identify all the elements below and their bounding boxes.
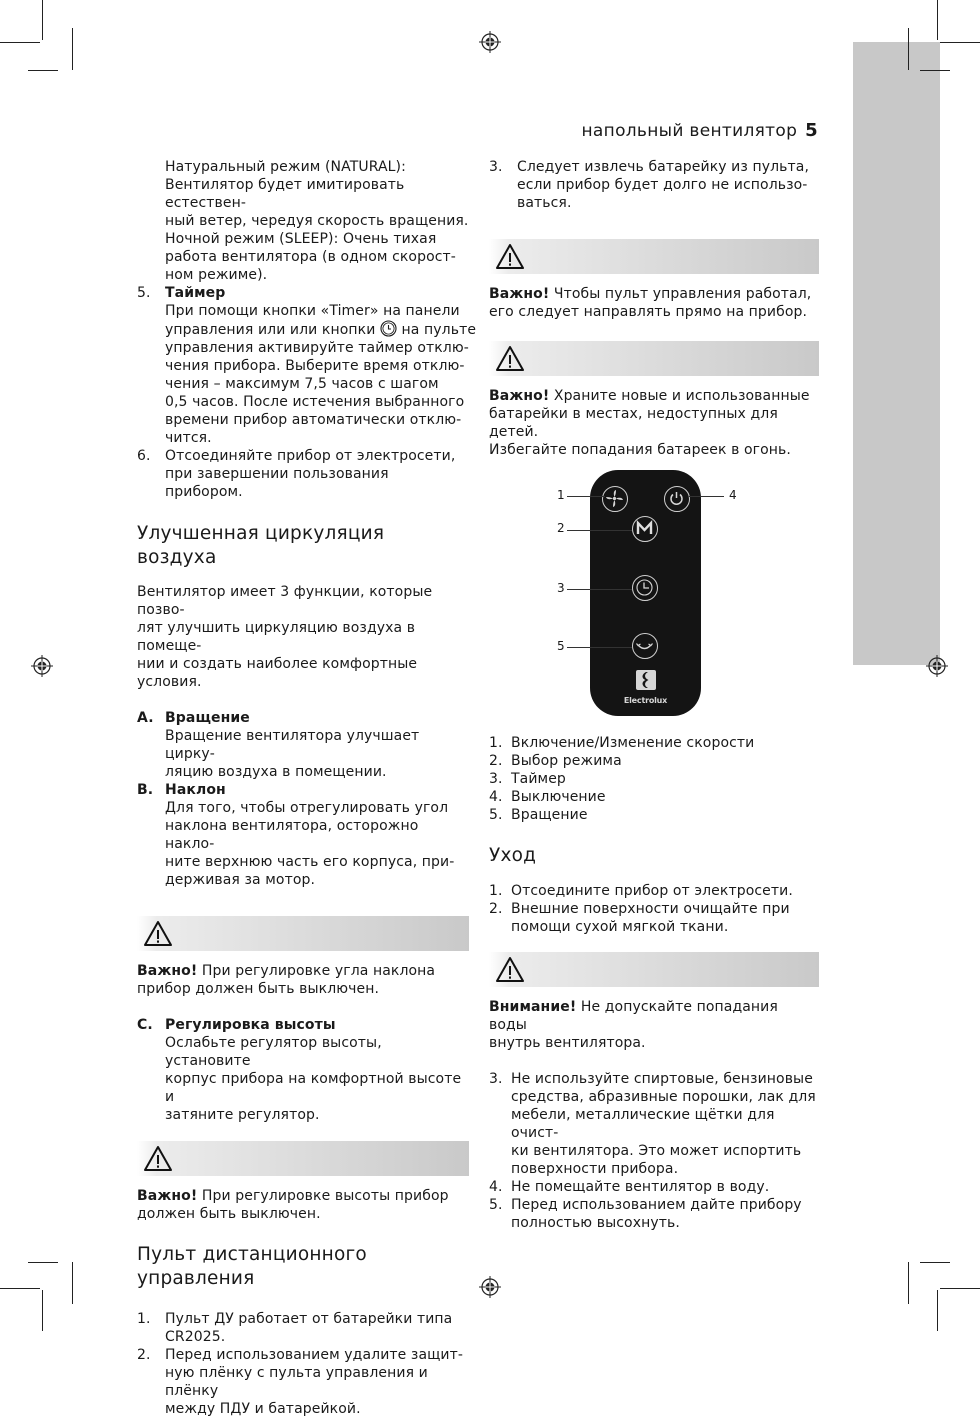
header-title: напольный вентилятор bbox=[581, 121, 798, 141]
section-heading bbox=[137, 1243, 469, 1291]
crop-mark bbox=[920, 1262, 950, 1263]
timer-item bbox=[137, 284, 477, 447]
care-list bbox=[489, 882, 819, 936]
text-line: мебели, металлические щётки для очист- bbox=[511, 1107, 775, 1141]
item-title: Наклон bbox=[165, 782, 226, 798]
text-line: Избегайте попадания батареек в огонь. bbox=[489, 442, 791, 458]
rotation-button-icon bbox=[632, 633, 658, 659]
warning-bar bbox=[489, 239, 819, 274]
page-edge-tab bbox=[853, 42, 940, 665]
height-item bbox=[137, 1016, 469, 1124]
text-line: затяните регулятор. bbox=[165, 1107, 320, 1123]
callout-number: 2 bbox=[557, 521, 565, 535]
registration-mark-icon bbox=[926, 655, 948, 677]
text-line: поверхности прибора. bbox=[511, 1161, 679, 1177]
item-number: 2. bbox=[137, 1347, 151, 1363]
crop-mark bbox=[28, 70, 58, 71]
item-title: Вращение bbox=[165, 710, 250, 726]
crop-mark bbox=[42, 0, 43, 40]
text-line: работа вентилятора (в одном скорост- bbox=[165, 249, 456, 265]
text-line: чения прибора. Выберите время отклю- bbox=[165, 358, 465, 374]
registration-mark-icon bbox=[31, 655, 53, 677]
text-line: Не используйте спиртовые, бензиновые bbox=[511, 1071, 813, 1087]
text-span: При регулировке угла наклона bbox=[197, 963, 436, 979]
text-line: ните верхнюю часть его корпуса, при- bbox=[165, 854, 455, 870]
left-column bbox=[137, 158, 477, 1418]
text-line: ном режиме). bbox=[165, 267, 268, 283]
legend-item bbox=[489, 806, 819, 824]
item-number: 3. bbox=[489, 771, 503, 787]
text-line: ваться. bbox=[517, 195, 572, 211]
text-span: Храните новые и использованные bbox=[549, 388, 810, 404]
warning-label: Важно! bbox=[137, 1188, 198, 1204]
text-line: чится. bbox=[165, 430, 212, 446]
list-item bbox=[137, 1310, 469, 1346]
heading-line: управления bbox=[137, 1268, 255, 1289]
list-item bbox=[489, 1070, 819, 1178]
fan-speed-button-icon bbox=[602, 486, 628, 512]
text-line: CR2025. bbox=[165, 1329, 226, 1345]
right-column-top bbox=[489, 158, 819, 459]
warning-triangle-icon bbox=[495, 243, 525, 270]
text-line: Выбор режима bbox=[511, 753, 622, 769]
text-line: средства, абразивные порошки, лак для bbox=[511, 1089, 816, 1105]
text-line: Для того, чтобы отрегулировать угол bbox=[165, 800, 449, 816]
item-number: 5. bbox=[489, 1197, 503, 1213]
brand-logo-text: Electrolux bbox=[623, 696, 668, 705]
warning-bar bbox=[137, 1141, 469, 1176]
warning-label: Внимание! bbox=[489, 999, 577, 1015]
text-line: Вращение bbox=[511, 807, 588, 823]
text-line: если прибор будет долго не использо- bbox=[517, 177, 808, 193]
section-heading: Улучшенная циркуляция воздуха bbox=[137, 523, 385, 568]
callout-number: 5 bbox=[557, 639, 565, 653]
crop-mark bbox=[920, 70, 950, 71]
legend-item bbox=[489, 752, 819, 770]
power-button-icon bbox=[664, 486, 690, 512]
warning-text bbox=[489, 998, 819, 1052]
text-line bbox=[489, 998, 819, 1034]
heading-line: Пульт дистанционного bbox=[137, 1244, 367, 1265]
text-line: нии и создать наиболее комфортные условия. bbox=[137, 656, 418, 690]
timer-button-icon bbox=[632, 575, 658, 601]
item-number: 1. bbox=[489, 735, 503, 751]
remote-control-illustration bbox=[590, 470, 701, 716]
crop-mark bbox=[937, 0, 938, 40]
text-line: Выключение bbox=[511, 789, 606, 805]
item-letter: B. bbox=[137, 782, 154, 798]
callout-line bbox=[567, 530, 632, 531]
text-line: ный ветер, чередуя скорость вращения. bbox=[165, 213, 469, 229]
registration-mark-icon bbox=[479, 31, 501, 53]
text-line: 0,5 часов. После истечения выбранного bbox=[165, 394, 465, 410]
warning-triangle-icon bbox=[495, 345, 525, 372]
callout-line bbox=[567, 496, 605, 497]
text-line: Внешние поверхности очищайте при bbox=[511, 901, 790, 917]
callout-number: 3 bbox=[557, 581, 565, 595]
text-line: Ночной режим (SLEEP): Очень тихая bbox=[165, 231, 437, 247]
text-line: прибор должен быть выключен. bbox=[137, 981, 380, 997]
item-number: 3. bbox=[489, 159, 503, 175]
crop-mark bbox=[72, 28, 73, 70]
list-item bbox=[489, 882, 819, 900]
text-line: корпус прибора на комфортной высоте и bbox=[165, 1071, 462, 1105]
item-number: 5. bbox=[137, 285, 151, 301]
crop-mark bbox=[940, 1288, 980, 1289]
text-span: управления или или кнопки bbox=[165, 322, 376, 338]
text-span: на пульте bbox=[401, 322, 477, 338]
tilt-item bbox=[137, 781, 469, 889]
text-line: Таймер bbox=[511, 771, 566, 787]
text-line: чения – максимум 7,5 часов с шагом bbox=[165, 376, 439, 392]
text-line: При помощи кнопки «Timer» на панели bbox=[165, 303, 460, 319]
crop-mark bbox=[940, 42, 980, 43]
warning-text bbox=[137, 962, 469, 998]
text-line: Вентилятор будет имитировать естествен- bbox=[165, 177, 405, 211]
text-line: Вращение вентилятора улучшает цирку- bbox=[165, 728, 420, 762]
warning-bar bbox=[489, 341, 819, 376]
list-item bbox=[489, 158, 819, 212]
text-span: При регулировке высоты прибор bbox=[197, 1188, 449, 1204]
text-line: внутрь вентилятора. bbox=[489, 1035, 646, 1051]
text-line: управления активируйте таймер отклю- bbox=[165, 340, 469, 356]
text-line: ки вентилятора. Это может испортить bbox=[511, 1143, 802, 1159]
text-line: при завершении пользования прибором. bbox=[165, 466, 389, 500]
text-line: Следует извлечь батарейку из пульта, bbox=[517, 159, 810, 175]
mode-button-icon bbox=[632, 516, 658, 542]
legend-item bbox=[489, 788, 819, 806]
page-number: 5 bbox=[805, 120, 818, 141]
section-heading: Уход bbox=[489, 845, 537, 866]
text-line: Не помещайте вентилятор в воду. bbox=[511, 1179, 770, 1195]
warning-text bbox=[489, 285, 819, 321]
crop-mark bbox=[42, 1290, 43, 1331]
care-list bbox=[489, 1070, 819, 1232]
callout-line bbox=[567, 647, 632, 648]
list-item bbox=[489, 1196, 819, 1232]
legend-item bbox=[489, 770, 819, 788]
electrolux-logo-icon bbox=[636, 670, 656, 690]
unplug-item bbox=[137, 447, 469, 501]
remote-legend bbox=[489, 734, 819, 824]
registration-mark-icon bbox=[479, 1276, 501, 1298]
callout-line bbox=[689, 496, 724, 497]
rotation-item bbox=[137, 709, 469, 781]
crop-mark bbox=[72, 1262, 73, 1304]
right-column-bottom bbox=[489, 734, 819, 1232]
text-line: держивая за мотор. bbox=[165, 872, 316, 888]
list-item bbox=[137, 1346, 469, 1418]
text-line: полностью высохнуть. bbox=[511, 1215, 680, 1231]
warning-text bbox=[489, 387, 819, 459]
text-line: лят улучшить циркуляцию воздуха в помеще- bbox=[137, 620, 416, 654]
text-line: между ПДУ и батарейкой. bbox=[165, 1401, 361, 1417]
list-item bbox=[489, 900, 819, 936]
item-number: 3. bbox=[489, 1071, 503, 1087]
text-line: Перед использованием дайте прибору bbox=[511, 1197, 802, 1213]
warning-triangle-icon bbox=[143, 920, 173, 947]
section-intro bbox=[137, 583, 469, 691]
item-number: 1. bbox=[489, 883, 503, 899]
text-line bbox=[489, 387, 819, 405]
text-span: Не допускайте попадания воды bbox=[489, 999, 778, 1033]
item-letter: A. bbox=[137, 710, 154, 726]
text-line: его следует направлять прямо на прибор. bbox=[489, 304, 808, 320]
text-line: Натуральный режим (NATURAL): bbox=[165, 159, 406, 175]
item-number: 2. bbox=[489, 753, 503, 769]
crop-mark bbox=[0, 1288, 40, 1289]
item-letter: C. bbox=[137, 1017, 153, 1033]
item-number: 2. bbox=[489, 901, 503, 917]
callout-number: 4 bbox=[729, 488, 737, 502]
item-title: Таймер bbox=[165, 285, 226, 301]
crop-mark bbox=[908, 28, 909, 70]
text-line bbox=[489, 285, 819, 303]
text-line: Ослабьте регулятор высоты, установите bbox=[165, 1035, 382, 1069]
warning-label: Важно! bbox=[489, 286, 550, 302]
text-line: Отсоединяйте прибор от электросети, bbox=[165, 448, 456, 464]
text-line: ляцию воздуха в помещении. bbox=[165, 764, 387, 780]
text-line: Перед использованием удалите защит- bbox=[165, 1347, 464, 1363]
crop-mark bbox=[937, 1290, 938, 1331]
text-line: Пульт ДУ работает от батарейки типа bbox=[165, 1311, 453, 1327]
text-line: времени прибор автоматически отклю- bbox=[165, 412, 462, 428]
warning-triangle-icon bbox=[143, 1145, 173, 1172]
text-line: ную плёнку с пульта управления и плёнку bbox=[165, 1365, 428, 1399]
text-line: Вентилятор имеет 3 функции, которые позво- bbox=[137, 584, 433, 618]
page-header bbox=[582, 120, 818, 141]
warning-triangle-icon bbox=[495, 956, 525, 983]
callout-number: 1 bbox=[557, 488, 565, 502]
item-number: 4. bbox=[489, 789, 503, 805]
item-title: Регулировка высоты bbox=[165, 1017, 336, 1033]
warning-bar bbox=[489, 952, 819, 987]
warning-label: Важно! bbox=[489, 388, 550, 404]
item-number: 4. bbox=[489, 1179, 503, 1195]
legend-item bbox=[489, 734, 819, 752]
item-number: 1. bbox=[137, 1311, 151, 1327]
clock-icon bbox=[380, 320, 397, 337]
warning-text bbox=[137, 1187, 469, 1223]
text-line bbox=[137, 962, 469, 980]
modes-text bbox=[137, 158, 469, 284]
text-span: Чтобы пульт управления работал, bbox=[549, 286, 812, 302]
callout-line bbox=[567, 589, 632, 590]
text-line bbox=[137, 1187, 469, 1205]
item-number: 6. bbox=[137, 448, 151, 464]
text-line: должен быть выключен. bbox=[137, 1206, 321, 1222]
warning-bar bbox=[137, 916, 469, 951]
item-number: 5. bbox=[489, 807, 503, 823]
list-item bbox=[489, 1178, 819, 1196]
crop-mark bbox=[908, 1262, 909, 1304]
crop-mark bbox=[0, 42, 40, 43]
crop-mark bbox=[28, 1262, 58, 1263]
text-line: батарейки в местах, недоступных для детей. bbox=[489, 406, 778, 440]
text-line: Включение/Изменение скорости bbox=[511, 735, 755, 751]
warning-label: Важно! bbox=[137, 963, 198, 979]
text-line: наклона вентилятора, осторожно накло- bbox=[165, 818, 419, 852]
text-line: Отсоедините прибор от электросети. bbox=[511, 883, 793, 899]
text-line bbox=[165, 320, 477, 339]
text-line: помощи сухой мягкой ткани. bbox=[511, 919, 729, 935]
